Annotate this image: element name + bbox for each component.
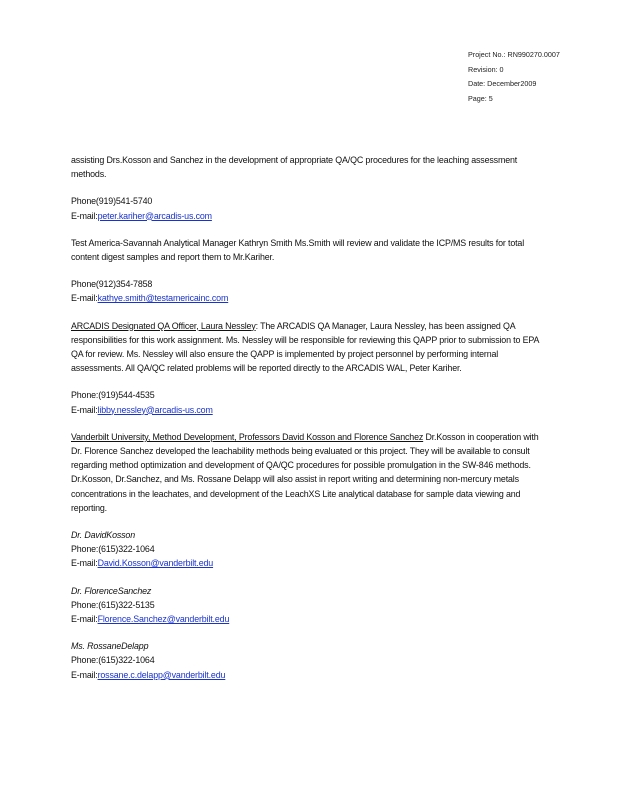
contact-name: Dr. DavidKosson bbox=[71, 530, 136, 541]
contact-phone: Phone:(615)322-1064 bbox=[71, 655, 155, 666]
phone-smith: Phone(912)354-7858 bbox=[71, 279, 153, 290]
qa-officer-heading: ARCADIS Designated QA Officer, Laura Nessley bbox=[71, 320, 256, 331]
vanderbilt-text: Dr.Kosson in cooperation with Dr. Florence Sanchez developed the leachability methods being evaluated or this project. They will be available to consult regarding method optimization and development of QA/QC procedures for possible promulgation in the SW-846 methods. Dr.Kosson, Dr.Sanchez, and Ms. Rossane Delapp will also assist in report writing and determining non-mercury metals concentrations in the leachates, and development of the LeachXS Lite analytical database for sample data viewing and reporting. bbox=[71, 431, 539, 513]
email-link-kariher[interactable]: peter.kariher@arcadis-us.com bbox=[97, 210, 212, 221]
contact-kariher bbox=[71, 194, 551, 222]
qa-officer-text: : The ARCADIS QA Manager, Laura Nessley, has been assigned QA responsibilities for this work assignment. Ms. Nessley will be responsible for reviewing this QAPP prior to submission to EPA QA for review. Ms. Nessley will also ensure the QAPP is implemented by project personnel by performing internal assessments. All QA/QC related problems will be reported directly to the ARCADIS WAL, Peter Kariher. bbox=[71, 320, 539, 374]
email-link-sanchez[interactable]: Florence.Sanchez@vanderbilt.edu bbox=[97, 614, 230, 625]
email-label: E-mail: bbox=[71, 404, 98, 415]
project-number: Project No.: RN990270.0007 bbox=[468, 50, 560, 59]
email-label: E-mail: bbox=[71, 210, 98, 221]
phone-kariher: Phone(919)541-5740 bbox=[71, 196, 153, 207]
contact-phone: Phone:(615)322-5135 bbox=[71, 599, 155, 610]
email-label: E-mail: bbox=[71, 669, 98, 680]
phone-nessley: Phone:(919)544-4535 bbox=[71, 390, 155, 401]
email-label: E-mail: bbox=[71, 558, 98, 569]
email-link-kosson[interactable]: David.Kosson@vanderbilt.edu bbox=[97, 558, 214, 569]
page-number: Page: 5 bbox=[468, 94, 493, 104]
contact-phone: Phone:(615)322-1064 bbox=[71, 544, 155, 555]
paragraph-kariher-role: assisting Drs.Kosson and Sanchez in the development of appropriate QA/QC procedures for the leaching assessment methods. bbox=[71, 155, 518, 180]
email-link-smith[interactable]: kathye.smith@testamericainc.com bbox=[97, 293, 229, 304]
date: Date: December2009 bbox=[468, 79, 537, 89]
email-label: E-mail: bbox=[71, 293, 98, 304]
contact-name: Dr. FlorenceSanchez bbox=[71, 585, 152, 596]
paragraph-smith-role: Test America-Savannah Analytical Manager Kathryn Smith Ms.Smith will review and validate the ICP/MS results for total content digest samples and report them to Mr.Kariher. bbox=[71, 237, 525, 263]
document-body bbox=[71, 153, 551, 695]
paragraph-vanderbilt bbox=[71, 430, 551, 515]
contact-smith bbox=[71, 277, 551, 305]
paragraph-qa-officer bbox=[71, 319, 551, 376]
contact-delapp bbox=[71, 639, 551, 682]
email-link-nessley[interactable]: libby.nessley@arcadis-us.com bbox=[97, 404, 213, 415]
revision: Revision: 0 bbox=[468, 64, 504, 74]
contact-sanchez bbox=[71, 584, 551, 627]
contact-nessley bbox=[71, 388, 551, 416]
contact-name: Ms. RossaneDelapp bbox=[71, 641, 149, 652]
email-link-delapp[interactable]: rossane.c.delapp@vanderbilt.edu bbox=[97, 669, 226, 680]
email-label: E-mail: bbox=[71, 614, 98, 625]
vanderbilt-heading: Vanderbilt University, Method Development, Professors David Kosson and Florence Sanchez bbox=[71, 431, 424, 442]
contact-kosson bbox=[71, 528, 551, 571]
document-header bbox=[468, 48, 560, 107]
